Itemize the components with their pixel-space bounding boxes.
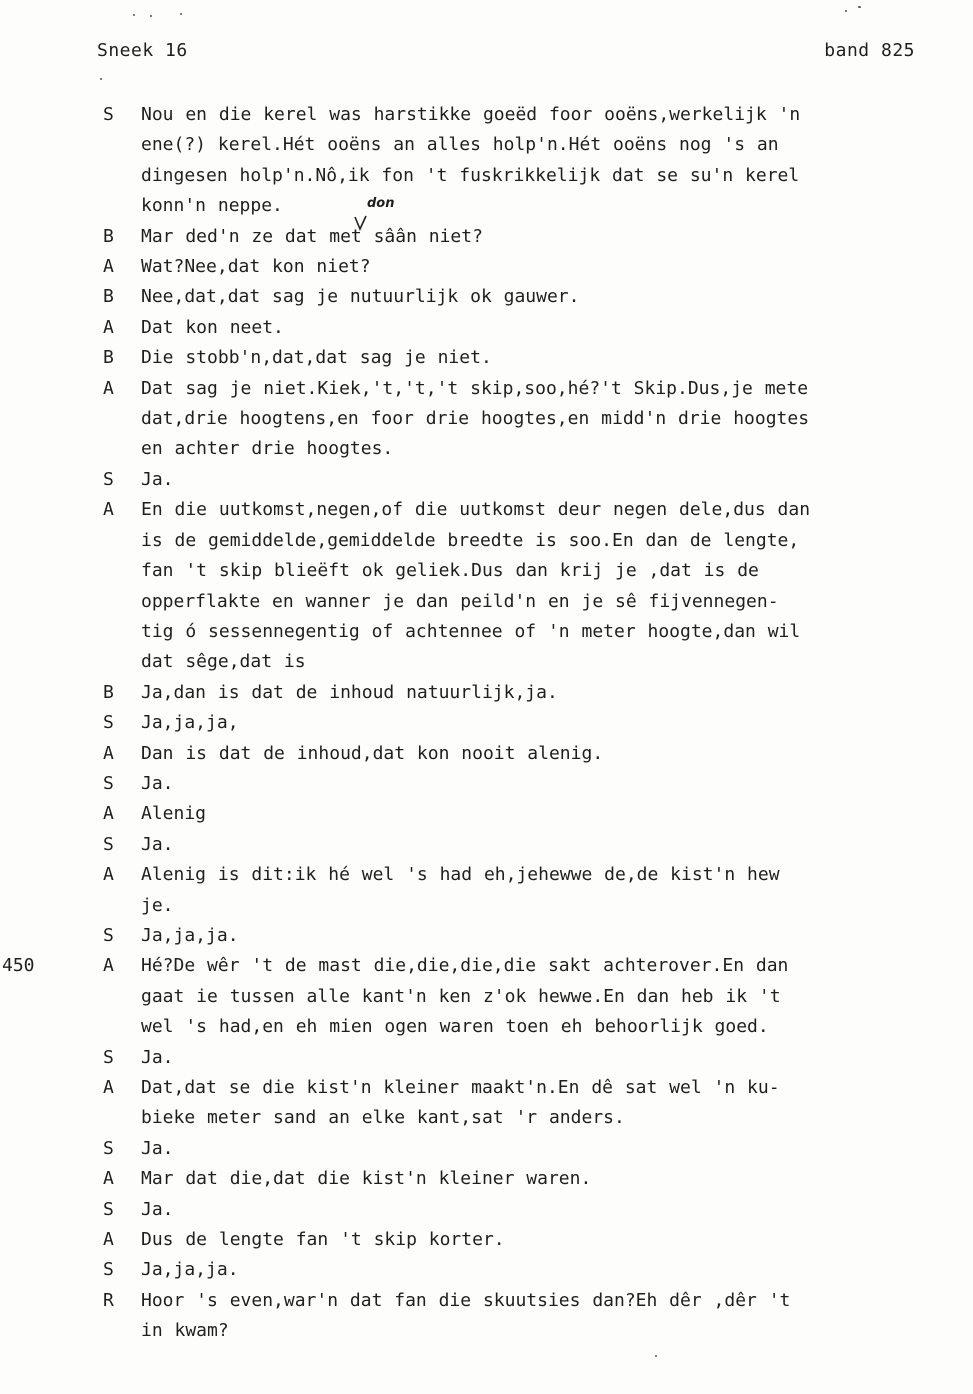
utterance [141,1043,901,1073]
utterance-line: Wat?Nee,dat kon niet? [141,256,371,278]
speaker-label: A [103,803,114,825]
margin-counter: 450 [2,955,35,977]
utterance-line: Hé?De wêr 't de mast die,die,die,die sakt achterover.En dan [141,955,789,977]
utterance-line: Dus de lengte fan 't skip korter. [141,1229,505,1251]
utterance [141,1164,901,1194]
transcript-turn [0,222,973,252]
utterance-line: konn'n neppe. [141,195,283,217]
utterance-line: Hoor 's even,war'n dat fan die skuutsies dan?Eh dêr ,dêr 't [141,1289,791,1311]
utterance [141,100,901,222]
utterance-line: Nee,dat,dat sag je nutuurlijk ok gauwer. [141,286,580,308]
utterance [141,313,901,343]
transcript-turn [0,1043,973,1073]
utterance-line: Dat sag je niet.Kiek,'t,'t,'t skip,soo,hé?'t Skip.Dus,je mete [141,377,809,399]
utterance-line: Dan is dat de inhoud,dat kon nooit alenig. [141,742,604,764]
transcript-turn [0,313,973,343]
header-location: Sneek 16 [97,40,188,61]
transcript-turn [0,252,973,282]
transcript-turn [0,951,973,1042]
speaker-label: A [103,1168,114,1190]
utterance-line: Dat kon neet. [141,316,284,338]
utterance-line: Ja. [141,1137,174,1159]
transcript-turn [0,739,973,769]
transcript-turn [0,1195,973,1225]
speaker-label: A [103,742,114,764]
utterance [141,252,901,282]
utterance [141,465,901,495]
utterance-line: is de gemiddelde,gemiddelde breedte is soo.En dan de lengte, [141,529,800,551]
speaker-label: S [103,924,114,946]
utterance [141,769,901,799]
utterance [141,951,901,1042]
speaker-label: A [103,864,114,886]
utterance [141,1073,901,1134]
speaker-label: S [103,1046,114,1068]
utterance-line: En die uutkomst,negen,of die uutkomst deur negen dele,dus dan [141,499,811,521]
speaker-label: A [103,1077,114,1098]
transcript-turn [0,343,973,373]
utterance-line: ene(?) kerel.Hét ooëns an alles holp'n.Hét ooëns nog 's an [141,134,779,156]
utterance-line: Ja,ja,ja. [141,924,239,946]
paper-speck [180,13,182,15]
transcript-turn [0,495,973,677]
transcript-turn [0,921,973,951]
utterance-line: Dat,dat se die kist'n kleiner maakt'n.En dê sat wel 'n ku- [141,1077,780,1098]
transcript-turn [0,1225,973,1255]
utterance-line: tig ó sessennegentig of achtennee of 'n meter hoogte,dan wil [141,620,801,642]
utterance-line: wel 's had,en eh mien ogen waren toen eh behoorlijk goed. [141,1016,769,1038]
speaker-label: B [103,347,114,369]
transcript-turn [0,1255,973,1285]
utterance [141,799,901,829]
utterance [141,921,901,951]
utterance [141,1195,901,1225]
transcript-turn [0,465,973,495]
utterance-line: in kwam? [141,1320,229,1342]
utterance-line: dat sêge,dat is [141,651,306,673]
utterance-line: gaat ie tussen alle kant'n ken z'ok hewwe.En dan heb ik 't [141,985,781,1007]
paper-speck [845,10,847,12]
utterance-line: dat,drie hoogtens,en foor drie hoogtes,en midd'n drie hoogtes [141,408,810,430]
speaker-label: S [103,712,114,734]
utterance-line: opperflakte en wanner je dan peild'n en je sê fijvennegen- [141,590,779,612]
utterance-line: Ja,ja,ja. [141,1259,239,1281]
speaker-label: A [103,316,114,338]
utterance-line: en achter drie hoogtes. [141,438,394,460]
transcript-turn [0,282,973,312]
transcript-turn [0,860,973,921]
utterance-line: Ja. [141,833,174,855]
utterance-line: je. [141,894,174,916]
transcript-turn [0,1134,973,1164]
transcript-turn [0,708,973,738]
utterance-line: Alenig [141,803,207,825]
utterance-line: fan 't skip blieëft ok geliek.Dus dan krij je ,dat is de [141,560,759,582]
transcript-turn [0,100,973,222]
utterance [141,739,901,769]
speaker-label: B [103,225,114,247]
speaker-label: A [103,256,114,278]
utterance-line: Ja. [141,1198,174,1220]
speaker-label: S [103,1259,114,1281]
speaker-label: A [103,955,114,977]
paper-speck [858,6,861,8]
utterance [141,222,901,252]
transcript-turn [0,769,973,799]
paper-speck [133,14,135,16]
transcript-turn [0,799,973,829]
utterance-line: dingesen holp'n.Nô,ik fon 't fuskrikkelijk dat se su'n kerel [141,164,800,186]
speaker-label: B [103,681,114,703]
speaker-label: A [103,499,114,521]
utterance [141,830,901,860]
utterance [141,343,901,373]
transcript-turn [0,1073,973,1134]
utterance [141,1286,901,1347]
speaker-label: B [103,286,114,308]
speaker-label: S [103,772,114,794]
utterance-line: Nou en die kerel was harstikke goeëd foor ooëns,werkelijk 'n [141,104,801,125]
utterance [141,282,901,312]
paper-speck [100,78,102,80]
header-tape-number: band 825 [824,40,915,61]
utterance [141,495,901,677]
transcript-turn [0,1286,973,1347]
utterance [141,1225,901,1255]
speaker-label: R [103,1289,114,1311]
utterance [141,708,901,738]
utterance [141,1255,901,1285]
utterance-line: bieke meter sand an elke kant,sat 'r anders. [141,1107,625,1129]
speaker-label: S [103,1137,114,1159]
utterance-line: Ja,dan is dat de inhoud natuurlijk,ja. [141,681,558,703]
paper-speck [150,15,152,17]
utterance [141,374,901,465]
utterance-line: Ja,ja,ja, [141,712,239,734]
transcript-turn [0,374,973,465]
utterance [141,1134,901,1164]
paper-speck [655,1355,657,1357]
utterance-line: Ja. [141,772,174,794]
transcript-turn [0,678,973,708]
utterance [141,860,901,921]
speaker-label: S [103,833,114,855]
transcript-turn [0,830,973,860]
utterance-line: Ja. [141,1046,174,1068]
transcript-body [0,100,973,1347]
utterance [141,678,901,708]
speaker-label: S [103,468,114,490]
utterance-line: Mar dat die,dat die kist'n kleiner waren. [141,1168,592,1190]
utterance-line: Mar ded'n ze dat met sâân niet? [141,225,483,247]
utterance-line: Die stobb'n,dat,dat sag je niet. [141,347,492,369]
speaker-label: S [103,104,114,125]
speaker-label: A [103,377,114,399]
speaker-label: S [103,1198,114,1220]
handwritten-annotation: don [367,196,395,211]
speaker-label: A [103,1229,114,1251]
transcript-turn [0,1164,973,1194]
utterance-line: Alenig is dit:ik hé wel 's had eh,jehewwe de,de kist'n hew [141,864,780,886]
utterance-line: Ja. [141,468,174,490]
